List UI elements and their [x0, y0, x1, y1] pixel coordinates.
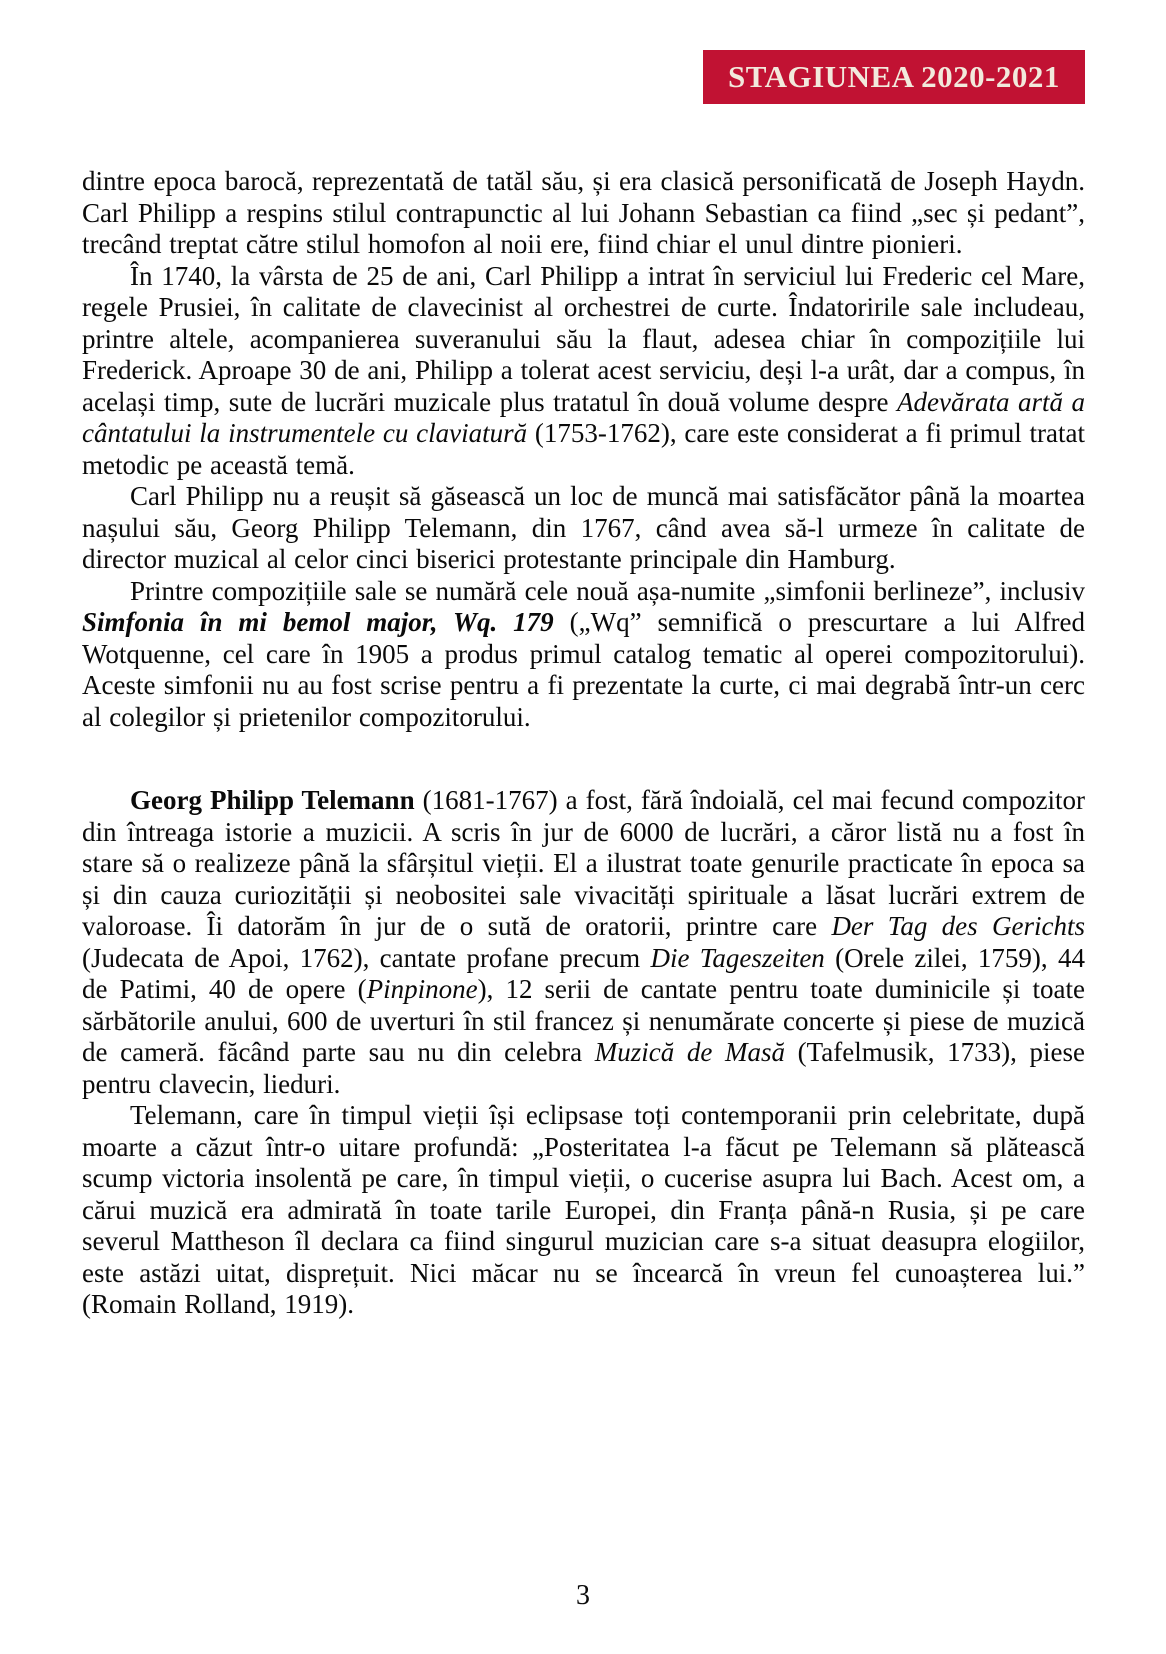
text-segment: În 1740, la vârsta de 25 de ani, Carl Philipp a intrat în serviciul lui Frederic cel Mare, regele Prusiei, în calitate de clavecinist al orchestrei de curte. Îndatoririle sale includeau, printre altele, acompanierea suveranului său la flaut, adesea chiar în compozițiile lui Frederick. Aproape 30 de ani, Philipp a tolerat acest serviciu, deși l-a urât, dar a compus, în același timp, sute de lucrări muzicale plus tratatul în două volume despre	[82, 260, 1085, 417]
text-segment: Die Tageszeiten	[650, 942, 825, 973]
paragraph	[82, 1100, 1085, 1321]
text-segment: Der Tag des Gerichts	[831, 911, 1085, 941]
paragraph	[82, 261, 1085, 482]
text-segment: („Wq” semnifică o prescurtare a lui Alfred Wotquenne, cel care în 1905 a produs primul catalog tematic al operei compozitorului). Aceste simfonii nu au fost scrise pentru a fi prezentate la curte, ci mai degrabă într-un cerc al colegilor și prietenilor compozitorului.	[82, 607, 1086, 732]
paragraph	[82, 785, 1085, 1100]
season-banner	[703, 50, 1085, 104]
text-segment: Telemann, care în timpul vieții își eclipsase toți contemporanii prin celebritate, după moarte a căzut într-o uitare profundă: „Posteritatea l-a făcut pe Telemann să plătească scump victoria insolentă pe care, în timpul vieții, o cucerise asupra lui Bach. Acest om, a cărui muzică era admirată în toate tarile Europei, din Franța până-n Rusia, și pe care severul Mattheson îl declara ca fiind singurul muzician care s-a situat deasupra elogiilor, este astăzi uitat, disprețuit. Nici măcar nu se încearcă în vreun fel cunoașterea lui.” (Romain Rolland, 1919).	[82, 1100, 1085, 1319]
text-segment: Muzică de Masă	[594, 1037, 785, 1067]
text-segment: (Orele zilei, 1759), 44 de Patimi, 40 de opere (	[82, 942, 1085, 1004]
text-segment: (Judecata de Apoi, 1762), cantate profane precum	[82, 942, 651, 973]
season-banner-label: STAGIUNEA 2020-2021	[728, 59, 1060, 94]
paragraph	[82, 576, 1085, 734]
text-segment: Printre compozițiile sale se numără cele nouă așa-numite „simfonii berlineze”, inclusiv	[130, 575, 1085, 606]
paragraph	[82, 481, 1085, 576]
text-segment: Georg Philipp Telemann	[130, 785, 415, 815]
body-text	[82, 166, 1085, 1321]
text-segment: dintre epoca barocă, reprezentată de tatăl său, și era clasică personificată de Joseph Haydn. Carl Philipp a respins stilul contrapunctic al lui Johann Sebastian ca fiind „sec și pedant”, trecând treptat către stilul homofon al noii ere, fiind chiar el unul dintre pionieri.	[82, 166, 1085, 259]
text-segment: Pinpinone	[366, 974, 478, 1004]
text-segment: (1753-1762), care este considerat a fi primul tratat metodic pe această temă.	[82, 418, 1085, 480]
text-segment: ), 12 serii de cantate pentru toate duminicile și toate sărbătorile anului, 600 de uverturi în stil francez și nenumărate concerte și piese de muzică de cameră. făcând parte sau nu din celebra	[82, 974, 1085, 1067]
page-number: 3	[576, 1580, 590, 1611]
text-segment: (1681-1767) a fost, fără îndoială, cel mai fecund compozitor din întreaga istorie a muzicii. A scris în jur de 6000 de lucrări, a căror listă nu a fost în stare să o realizeze până la sfârșitul vieții. El a ilustrat toate genurile practicate în epoca sa și din cauza curiozității și neobositei sale vivacități spirituale a lăsat lucrări extrem de valoroase. Îi datorăm în jur de o sută de oratorii, printre care	[82, 785, 1085, 941]
paragraph	[82, 166, 1085, 261]
text-segment: Simfonia în mi bemol major, Wq. 179	[82, 607, 554, 637]
text-segment: (Tafelmusik, 1733), piese pentru clavecin, lieduri.	[82, 1037, 1085, 1099]
text-segment: Adevărata artă a cântatului la instrumentele cu claviatură	[82, 386, 1085, 448]
text-segment: Carl Philipp nu a reușit să găsească un loc de muncă mai satisfăcător până la moartea nașului său, Georg Philipp Telemann, din 1767, când avea să-l urmeze în calitate de director muzical al celor cinci biserici protestante principale din Hamburg.	[82, 481, 1085, 574]
